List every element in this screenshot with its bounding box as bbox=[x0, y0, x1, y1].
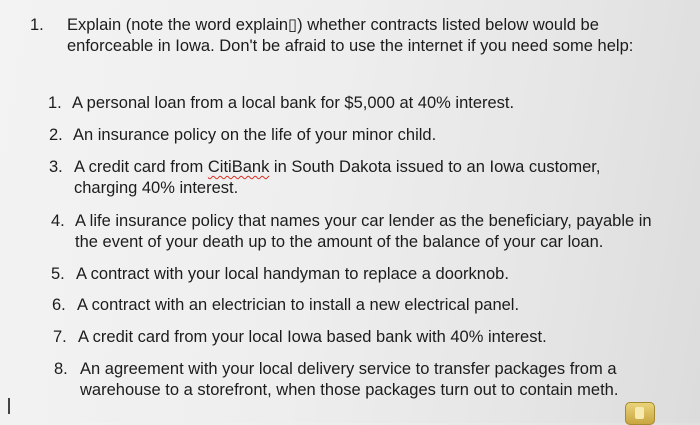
item-7-text: A credit card from your local Iowa based bank with 40% interest. bbox=[78, 328, 547, 346]
item-7-number: 7. bbox=[53, 328, 67, 346]
item-4-text: A life insurance policy that names your car lender as the beneficiary, payable in the event of your death up to the amount of the balance of your car loan. bbox=[75, 212, 652, 251]
item-6-number: 6. bbox=[52, 296, 66, 314]
item-2-text: An insurance policy on the life of your minor child. bbox=[73, 126, 437, 144]
item-8-number: 8. bbox=[54, 360, 68, 378]
question-text: Explain (note the word explain▯) whether contracts listed below would be enforceable in Iowa. Don't be afraid to use the internet if you need some help: bbox=[67, 16, 634, 55]
item-8-text: An agreement with your local delivery service to transfer packages from a warehouse to a storefront, when those packages turn out to contain meth. bbox=[80, 360, 619, 399]
item-1-number: 1. bbox=[48, 94, 62, 112]
item-5-number: 5. bbox=[51, 265, 65, 283]
folder-icon bbox=[625, 402, 655, 425]
item-3-text-after: in South Dakota issued to an Iowa customer, charging 40% interest. bbox=[74, 158, 601, 197]
item-3-misspelled-word: CitiBank bbox=[207, 158, 270, 176]
item-1-text: A personal loan from a local bank for $5,000 at 40% interest. bbox=[72, 94, 515, 112]
item-5-text: A contract with your local handyman to replace a doorknob. bbox=[76, 265, 509, 283]
item-4-number: 4. bbox=[51, 212, 65, 230]
item-3-text-before: A credit card from bbox=[74, 158, 208, 176]
item-6-text: A contract with an electrician to install a new electrical panel. bbox=[77, 296, 520, 314]
item-3-text bbox=[74, 157, 634, 199]
text-cursor-mark bbox=[8, 398, 10, 414]
item-2-number: 2. bbox=[49, 126, 63, 144]
item-3-number: 3. bbox=[49, 158, 63, 176]
question-number: 1. bbox=[30, 16, 44, 34]
